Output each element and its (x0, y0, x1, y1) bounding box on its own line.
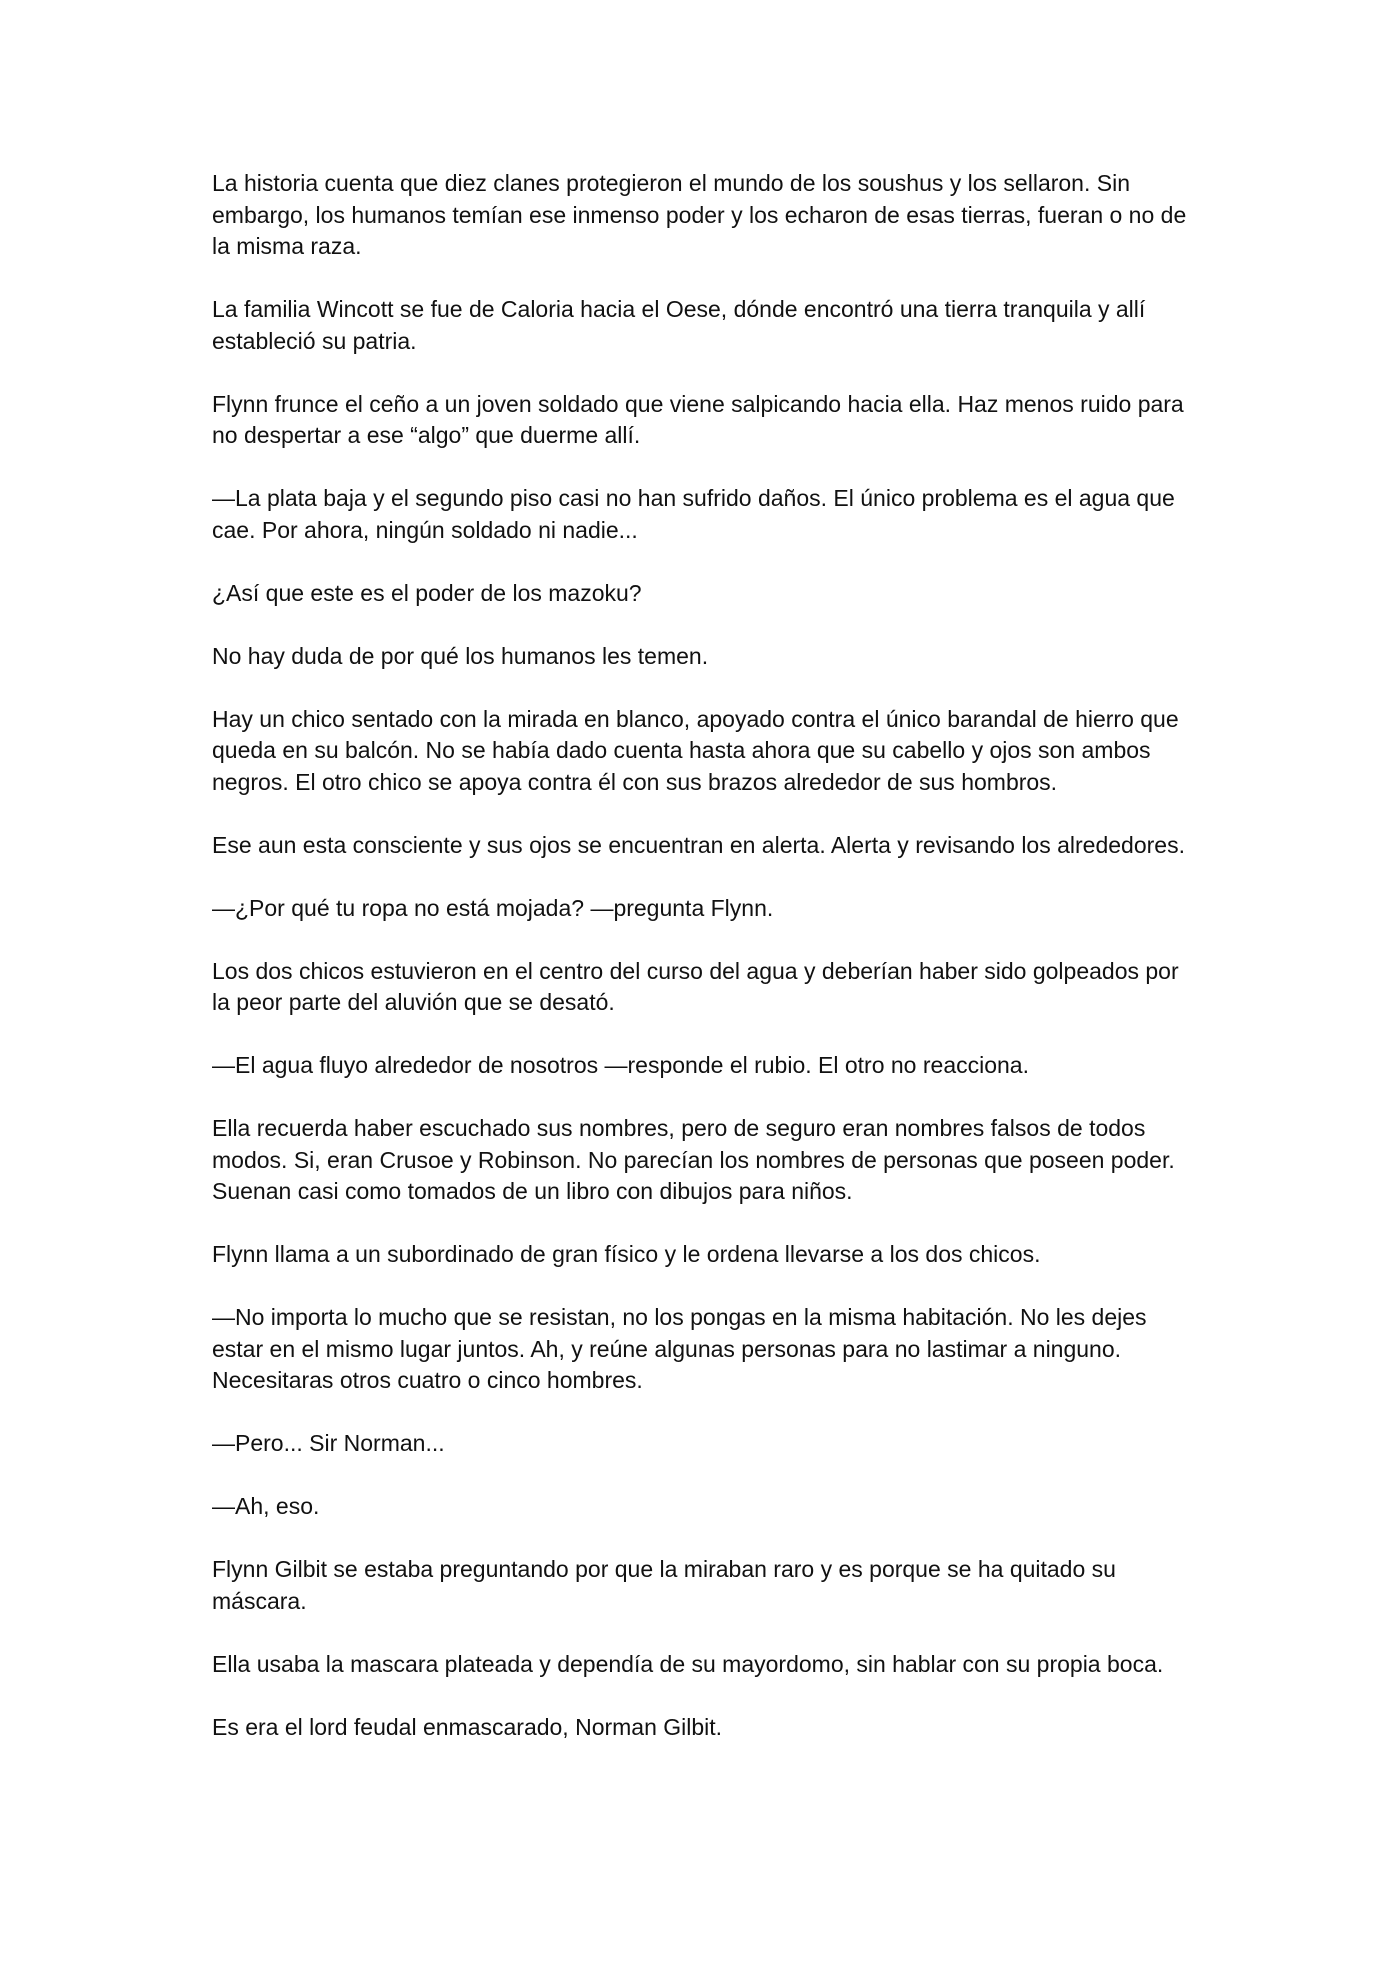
paragraph: La historia cuenta que diez clanes protegieron el mundo de los soushus y los sellaron. Sin embargo, los humanos temían ese inmenso poder y los echaron de esas tierras, fueran o no de la misma raza. (212, 170, 1187, 259)
paragraph: ¿Así que este es el poder de los mazoku? (212, 579, 642, 606)
paragraph: La familia Wincott se fue de Caloria hacia el Oese, dónde encontró una tierra tranquila y allí estableció su patria. (212, 296, 1146, 354)
paragraph: No hay duda de por qué los humanos les temen. (212, 642, 709, 669)
paragraph: Es era el lord feudal enmascarado, Norman Gilbit. (212, 1713, 723, 1740)
paragraph: —No importa lo mucho que se resistan, no los pongas en la misma habitación. No les dejes estar en el mismo lugar juntos. Ah, y reúne algunas personas para no lastimar a ninguno. Necesitaras otros cuatro o cinco hombres. (212, 1304, 1147, 1393)
document-body (212, 168, 1202, 1775)
paragraph: Los dos chicos estuvieron en el centro del curso del agua y deberían haber sido golpeados por la peor parte del aluvión que se desató. (212, 957, 1179, 1015)
paragraph: Ella usaba la mascara plateada y dependía de su mayordomo, sin hablar con su propia boca. (212, 1650, 1164, 1677)
paragraph: Flynn llama a un subordinado de gran físico y le ordena llevarse a los dos chicos. (212, 1241, 1041, 1267)
paragraph: —Ah, eso. (212, 1493, 320, 1519)
paragraph: —Pero... Sir Norman... (212, 1430, 445, 1456)
paragraph: Ese aun esta consciente y sus ojos se encuentran en alerta. Alerta y revisando los alrededores. (212, 831, 1185, 858)
paragraph: —¿Por qué tu ropa no está mojada? —pregunta Flynn. (212, 894, 774, 921)
paragraph: —El agua fluyo alrededor de nosotros —responde el rubio. El otro no reacciona. (212, 1052, 1029, 1078)
paragraph: Hay un chico sentado con la mirada en blanco, apoyado contra el único barandal de hierro que queda en su balcón. No se había dado cuenta hasta ahora que su cabello y ojos son ambos negros. El otro chico se apoya contra él con sus brazos alrededor de sus hombros. (212, 705, 1179, 795)
paragraph: Flynn frunce el ceño a un joven soldado que viene salpicando hacia ella. Haz menos ruido para no despertar a ese “algo” que duerme allí. (212, 390, 1184, 448)
paragraph: Flynn Gilbit se estaba preguntando por que la miraban raro y es porque se ha quitado su máscara. (212, 1556, 1116, 1614)
paragraph: Ella recuerda haber escuchado sus nombres, pero de seguro eran nombres falsos de todos modos. Si, eran Crusoe y Robinson. No parecían los nombres de personas que poseen poder. Suenan casi como tomados de un libro con dibujos para niños. (212, 1115, 1175, 1204)
paragraph: —La plata baja y el segundo piso casi no han sufrido daños. El único problema es el agua que cae. Por ahora, ningún soldado ni nadie... (212, 485, 1175, 543)
